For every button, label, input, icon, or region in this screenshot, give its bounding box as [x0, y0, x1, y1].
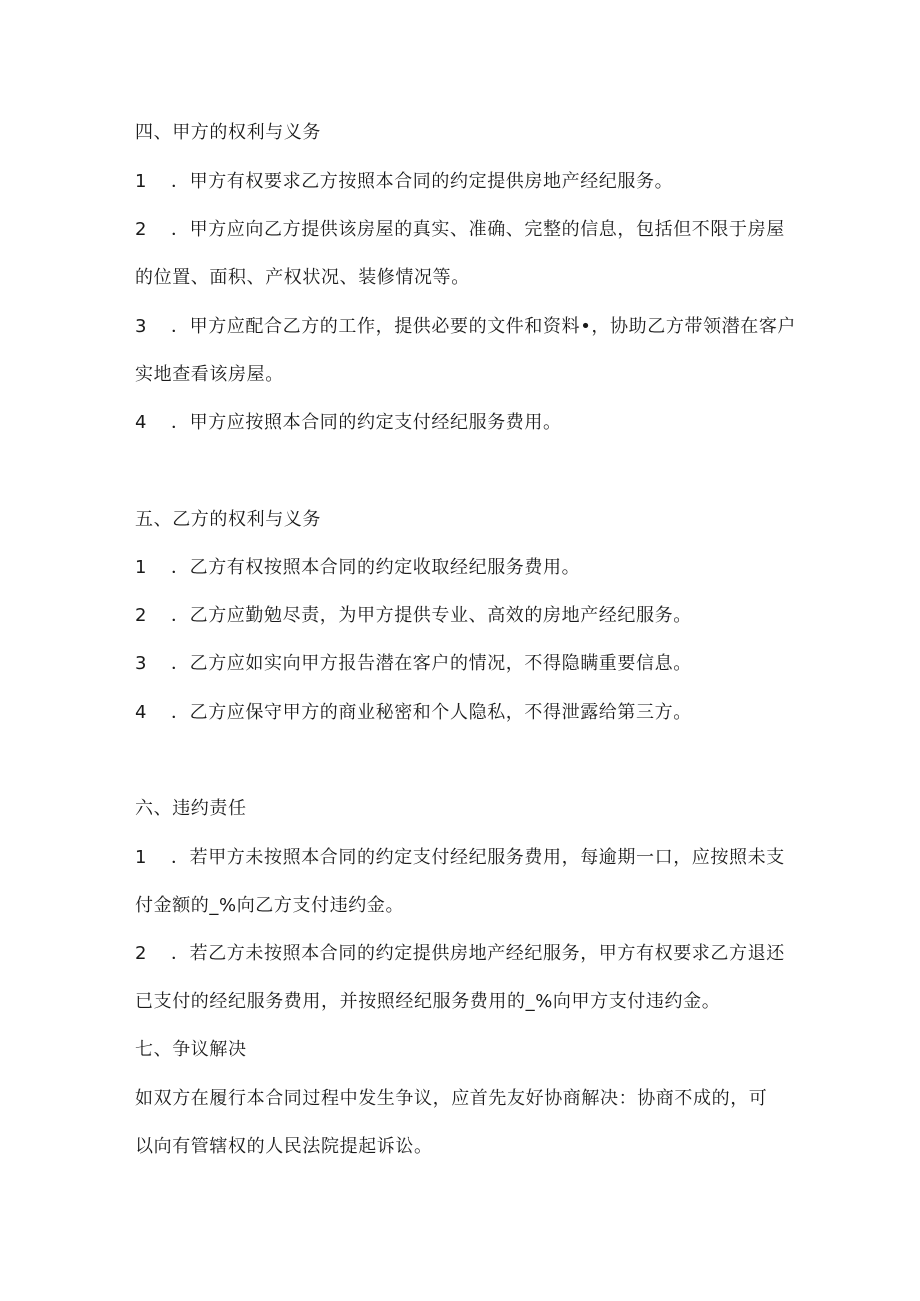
clause-number: 4 — [135, 702, 147, 723]
clause-text: ．甲方应向乙方提供该房屋的真实、准确、完整的信息，包括但不限于房屋 — [171, 219, 785, 240]
clause-text: ．乙方应保守甲方的商业秘密和个人隐私，不得泄露给第三方。 — [171, 702, 692, 723]
clause — [135, 942, 795, 966]
section-heading: 六、违约责任 — [135, 798, 247, 819]
clause-number: 2 — [135, 605, 147, 626]
section-heading: 五、乙方的权利与义务 — [135, 509, 321, 530]
section-heading: 四、甲方的权利与义务 — [135, 122, 321, 143]
clause-number: 1 — [135, 847, 147, 868]
clause-continuation: 的位置、面积、产权状况、装修情况等。 — [135, 267, 470, 288]
clause-number: 3 — [135, 316, 147, 337]
clause — [135, 604, 795, 628]
clause-text: ．乙方有权按照本合同的约定收取经纪服务费用。 — [171, 557, 581, 578]
clause-text: ．甲方应配合乙方的工作，提供必要的文件和资料•，协助乙方带领潜在客户 — [171, 316, 797, 337]
clause — [135, 846, 795, 870]
clause-number: 2 — [135, 943, 147, 964]
paragraph: 如双方在履行本合同过程中发生争议，应首先友好协商解决：协商不成的，可 — [135, 1088, 768, 1109]
clause-text: ．若乙方未按照本合同的约定提供房地产经纪服务，甲方有权要求乙方退还 — [171, 943, 785, 964]
clause — [135, 170, 795, 194]
section-heading: 七、争议解决 — [135, 1039, 247, 1060]
clause-number: 1 — [135, 171, 147, 192]
clause — [135, 315, 795, 339]
clause-text: ．若甲方未按照本合同的约定支付经纪服务费用，每逾期一口，应按照未支 — [171, 847, 785, 868]
clause — [135, 411, 795, 435]
clause — [135, 701, 795, 725]
clause — [135, 652, 795, 676]
clause-text: ．乙方应如实向甲方报告潜在客户的情况，不得隐瞒重要信息。 — [171, 653, 692, 674]
clause-number: 2 — [135, 219, 147, 240]
clause-continuation: 付金额的_%向乙方支付违约金。 — [135, 895, 405, 916]
clause-text: ．甲方应按照本合同的约定支付经纪服务费用。 — [171, 412, 562, 433]
clause — [135, 556, 795, 580]
clause-continuation: 实地查看该房屋。 — [135, 364, 284, 385]
clause-number: 3 — [135, 653, 147, 674]
clause-text: ．乙方应勤勉尽责，为甲方提供专业、高效的房地产经纪服务。 — [171, 605, 692, 626]
clause-number: 1 — [135, 557, 147, 578]
clause-continuation: 已支付的经纪服务费用，并按照经纪服务费用的_%向甲方支付违约金。 — [135, 991, 721, 1012]
clause-number: 4 — [135, 412, 147, 433]
paragraph-continuation: 以向有管辖权的人民法院提起诉讼。 — [135, 1136, 433, 1157]
clause-text: ．甲方有权要求乙方按照本合同的约定提供房地产经纪服务。 — [171, 171, 674, 192]
clause — [135, 218, 795, 242]
